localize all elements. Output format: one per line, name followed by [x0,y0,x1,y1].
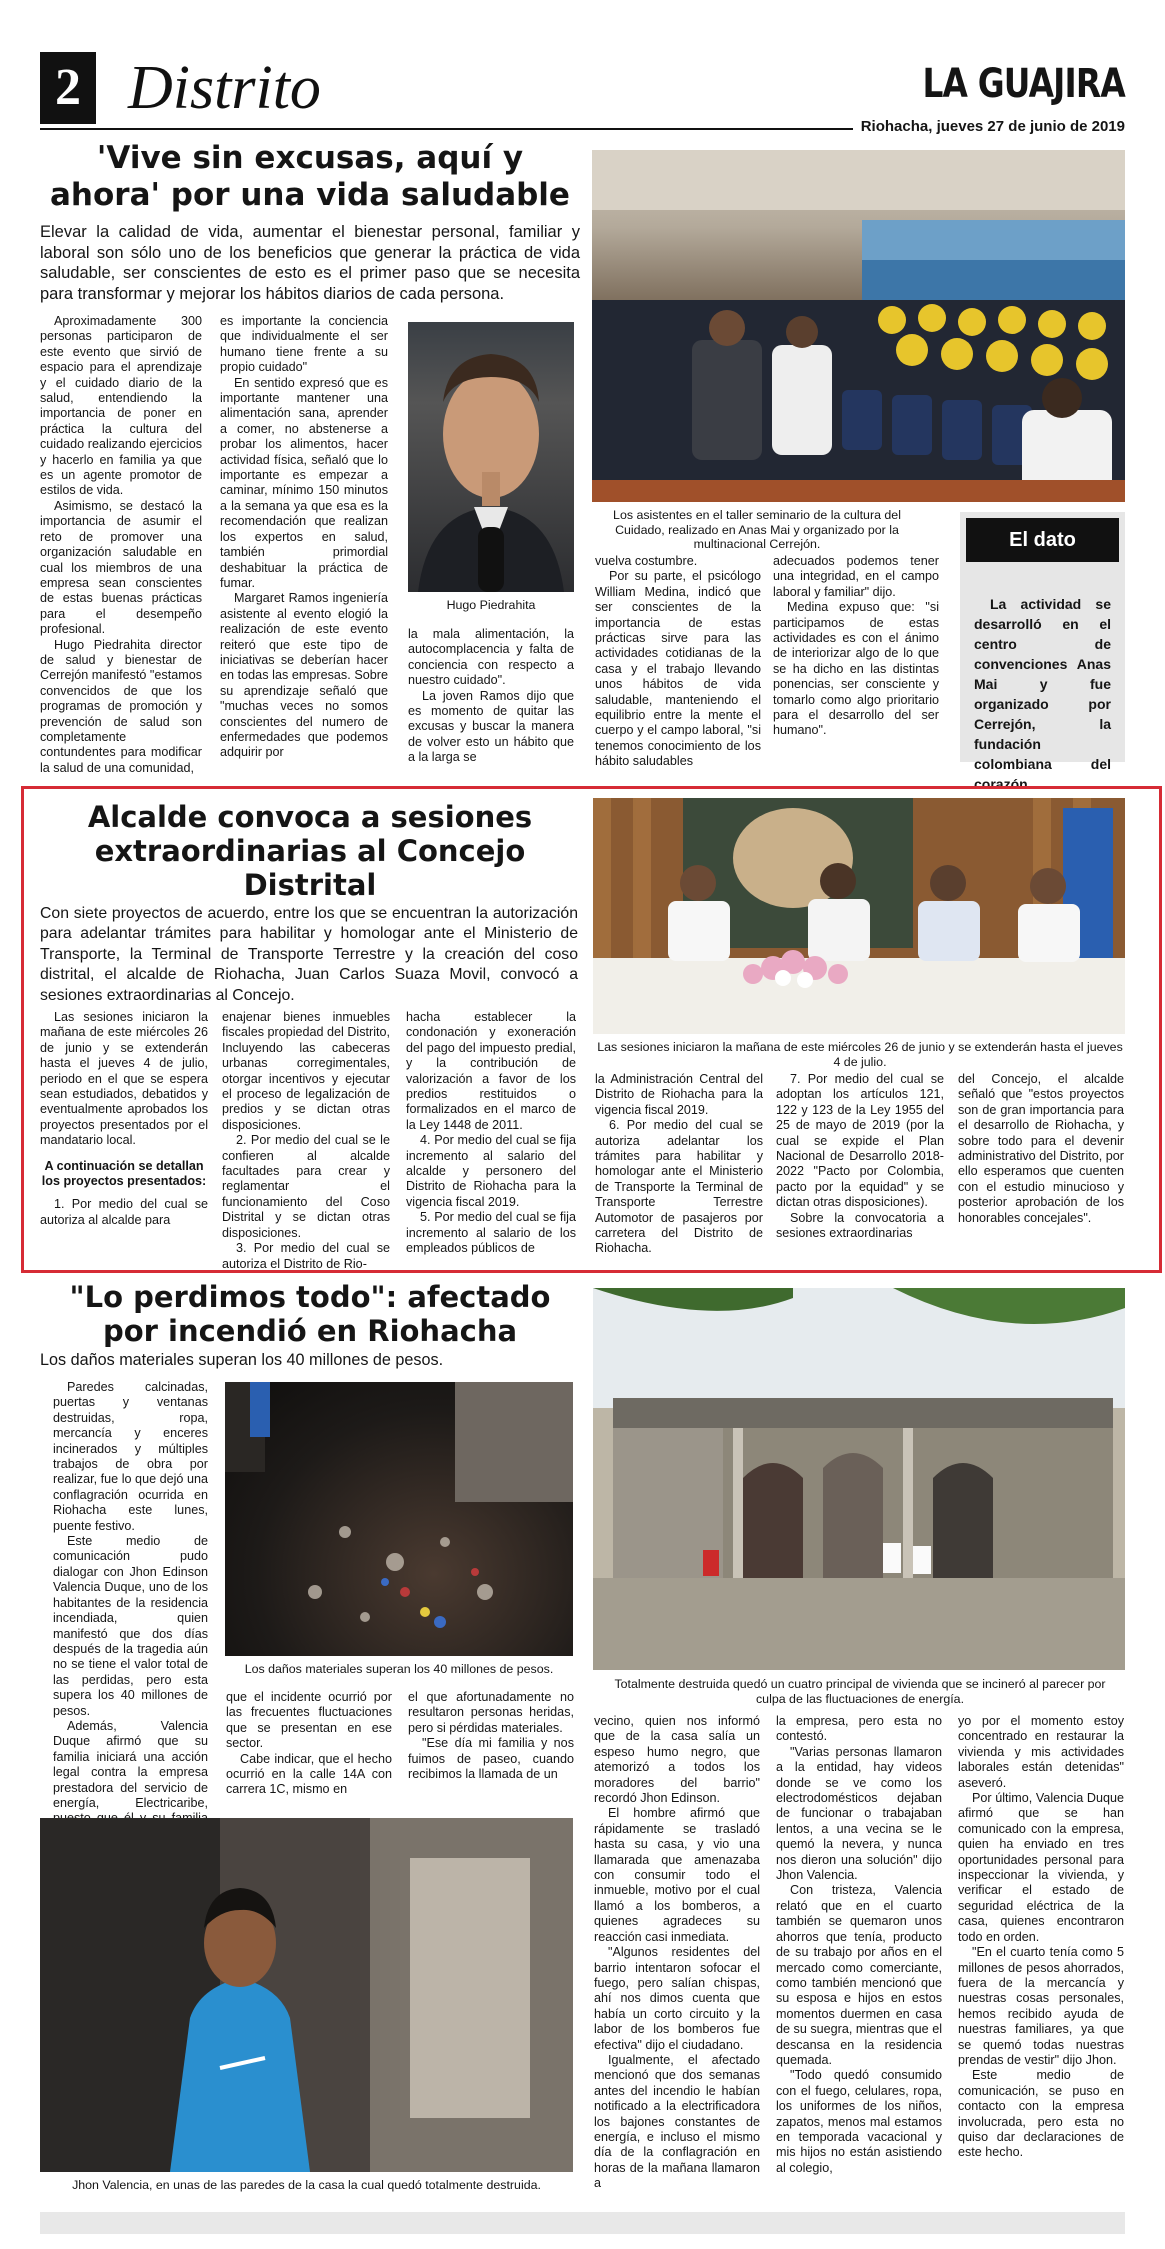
paragraph: 1. Por medio del cual se autoriza al alcalde para [40,1197,208,1227]
story3-col5 [776,1714,942,2192]
story2-lead: Con siete proyectos de acuerdo, entre los que se encuentran la autorización para adelantar trámites para habilitar y homologar ante el Ministerio de Transporte, la Terminal de Transporte Terrestre y la creación del coso distrital, el alcalde de Riohacha, Juan Carlos Suaza Movil, convocó a sesiones extraordinarias al Concejo. [40,905,578,1004]
paragraph: enajenar bienes inmuebles fiscales propiedad del Distrito, Incluyendo las cabeceras urbanas corregimentales, otorgar incentivos y ejecutar el proceso de legalización de predios y se dictan otras disposiciones. [222,1010,390,1132]
paragraph: En sentido expresó que es importante mantener una alimentación sana, aprender a comer, no abstenerse a probar los alimentos, hacer actividad física, señaló que lo importante es empezar a caminar, mínimo 150 minutos a la semana ya que esa es la recomendación que realizan los expertos en salud, también primordial deshabituar la práctica de fumar. [220,375,388,590]
paragraph: Además, Valencia Duque afirmó que su familia iniciará una acción legal contra la empresa prestadora del servicio de energía, Electricaribe, [53,1718,208,1810]
paragraph: el que afortunadamente no resultaron personas heridas, pero si pérdidas materiales. [408,1690,574,1735]
story1-col1 [40,314,202,784]
story3-col1 [53,1380,208,1816]
paragraph: la empresa, pero esta no contestó. [776,1714,942,1744]
paragraph: Este medio de comunicación pudo dialogar con Jhon Edinson Valencia Duque, uno de los habitantes de la residencia incendiada, quien manifestó que dos días después de la tragedia aún no se tiene el valor total de las perdidas, pero esta supera los 40 millones de pesos. [53,1534,208,1718]
paragraph: la Administración Central del Distrito de Riohacha para la vigencia fiscal 2019. [595,1072,763,1117]
el-dato-text: La actividad se desarrolló en el centro de convenciones Anas Mai y fue organizado por Cerrejón, la fundación colombiana del corazón. [974,596,1111,792]
council-photo-caption: Las sesiones iniciaron la mañana de este miércoles 26 de junio y se extenderán hasta el jueves 4 de julio. [597,1040,1123,1069]
paragraph: Paredes calcinadas, puertas y ventanas destruidas, ropa, mercancía y enceres incinerados y múltiples trabajos de obra por realizar, fue lo que dejó una conflagración ocurrida en Riohacha este lunes, puente festivo. [53,1380,208,1533]
paragraph: la mala alimentación, la autocomplacencia y falta de conciencia con respecto a nuestro cuidado". [408,627,574,688]
story1-col5 [773,554,939,784]
council-illustration [593,798,1125,1034]
story3-lead: Los daños materiales superan los 40 millones de pesos. [40,1351,444,1369]
paragraph: Asimismo, se destacó la importancia de asumir el reto de promover una organización saludable en cual los miembros de una empresa sean conscientes de estas buenas prácticas para el desempeño profesional. [40,498,202,637]
footer-band [40,2212,1125,2234]
paragraph: yo por el momento estoy concentrado en restaurar la vivienda y mis actividades laborales están detenidas" aseveró. [958,1714,1124,1790]
paragraph: del Concejo, el alcalde señaló que "estos proyectos son de gran importancia para el desarrollo de Riohacha, y sobre todo para el devenir administrativo del Distrito, por ello esperamos que cuenten con el estudio minucioso y posterior aprobación de los honorables concejales". [958,1072,1124,1225]
story2-col3 [406,1010,576,1265]
paragraph: "Todo quedó consumido con el fuego, celulares, ropa, los uniformes de los niños, zapatos, menos mal estamos en temporada vacacional y mis hijos no están asistiendo al colegio, [776,2068,942,2175]
el-dato-box [960,512,1125,792]
paragraph: Sobre la convocatoria a sesiones extraordinarias [776,1210,944,1241]
story1-col2 [220,314,388,784]
paragraph: 7. Por medio del cual se adoptan los artículos 121, 122 y 123 de la Ley 1955 del 25 de mayo de 2019 (por la cual se expide el Plan Nacional de Desarrollo 2018-2022 "Pacto por Colombia, pacto por la equidad" y se dictan otras disposiciones). [776,1072,944,1210]
jhon-valencia-photo [40,1818,573,2172]
house-photo-caption: Totalmente destruida quedó un cuatro principal de vivienda que se incineró al parecer por culpa de las fluctuaciones de energía. [614,1677,1106,1706]
valencia-illustration [40,1818,573,2172]
paragraph: 6. Por medio del cual se autoriza adelantar los trámites para habilitar y homologar ante el Ministerio de Transporte la Terminal de Transporte Terrestre Automotor de pasajeros por carretera del Distrito de Riohacha. [595,1118,763,1256]
paragraph: Las sesiones iniciaron la mañana de este miércoles 26 de junio y se extenderán hasta el jueves 4 de julio, periodo en el que se espera sean estudiados, debatidos y eventualmente aprobados los proyectos presentados por el mandatario local. [40,1010,208,1148]
paragraph: "En el cuarto tenía como 5 millones de pesos ahorrados, fuera de la mercancía y nuestras cosas personales, hemos recibido ayuda de nuestras familiares, ya que se quemó todas nuestras prendas de vestir" dijo Jhon. [958,1945,1124,2067]
portrait-caption: Hugo Piedrahita [446,598,536,612]
burned-debris-photo [225,1382,573,1656]
seminar-illustration [592,150,1125,502]
paragraph: vecino, quien nos informó que de la casa salía un espeso humo negro, que atemorizó a todos los moradores del barrio" recordó Jhon Edinson. [594,1714,760,1806]
paragraph: Medina expuso que: "si participamos de estas actividades es con el ánimo de interiorizar algo de lo que se ha dicho en las distintas ponencias, ser consciente y tomarlo como algo prioritario para el desarrollo del ser humano". [773,600,939,738]
paragraph: Hugo Piedrahita director de salud y bienestar de Cerrejón manifestó "estamos convencidos de que los programas de promoción y prevención de salud son completamente contundentes para modificar la salud de una comunidad, [40,637,202,775]
paragraph: Cabe indicar, que el hecho ocurrió en la calle 14A con carrera 1C, mismo en [226,1751,392,1797]
dateline: Riohacha, jueves 27 de junio de 2019 [853,118,1125,136]
story2-headline: Alcalde convoca a sesiones extraordinarias al Concejo Distrital [87,800,533,902]
story1-lead: Elevar la calidad de vida, aumentar el bienestar personal, familiar y laboral son sólo uno de los beneficios que generar la práctica de vida saludable, ser conscientes de esto es el primer paso que se necesita para transformar y mejorar los hábitos diarios de cada persona. [40,223,580,303]
paragraph: La joven Ramos dijo que es momento de quitar las excusas y buscar la manera de volver esto un hábito que a la larga se [408,688,574,765]
subhead: A continuación se detallan los proyectos presentados: [41,1158,207,1189]
paragraph: "Ese día mi familia y nos fuimos de paseo, cuando recibimos la llamada de un [408,1736,574,1782]
story2-col2 [222,1010,390,1271]
debris-photo-caption: Los daños materiales superan los 40 millones de pesos. [244,1662,554,1676]
story2-col5 [776,1072,944,1265]
story1-col3 [408,627,574,784]
story2-col6 [958,1072,1124,1265]
paragraph: "Varias personas llamaron a la entidad, hay videos donde se ve como los electrodomésticos dejaban de funcionar o trabajaban lentos, a una vecina se le quemó la nevera, y nunca nos dieron una solución" dijo Jhon Valencia. [776,1744,942,1883]
page-number-box: 2 [40,52,96,124]
paragraph: que el incidente ocurrió por las frecuentes fluctuaciones que se presentan en ese sector. [226,1690,392,1751]
paragraph: Por último, Valencia Duque afirmó que se han comunicado con la empresa, quien ha enviado en tres oportunidades personal para inspeccionar la vivienda, y verificar el estado de seguridad eléctrica de la casa, quienes encontraron todo en orden. [958,1791,1124,1944]
story3-col4 [594,1714,760,2192]
paragraph: 4. Por medio del cual se fija incremento al salario del alcalde y personero del Distrito de Riohacha para la vigencia fiscal 2019. [406,1133,576,1209]
paragraph: Por su parte, el psicólogo William Medina, indicó que ser conscientes de la importancia de estas prácticas sirve para las actividades cotidianas de la casa y el trabajo llevando unos hábitos de vida saludable, manteniendo el equilibrio entre la mente el cuerpo y el campo laboral, "si tenemos conocimiento de los hábito saludables [595,569,761,769]
valencia-photo-caption: Jhon Valencia, en unas de las paredes de la casa la cual quedó totalmente destruida. [72,2178,541,2192]
debris-illustration [225,1382,573,1656]
seminar-photo [592,150,1125,502]
story2-col1 [40,1010,208,1265]
paragraph: 5. Por medio del cual se fija incremento al salario de los empleados públicos de [406,1210,576,1256]
paper-name: LA GUAJIRA [922,61,1125,107]
paragraph: El hombre afirmó que rápidamente se trasladó hasta su casa, y vio una llamarada que amenazaba con consumir todo el inmueble, motivo por el cual llamó a los bomberos, a quienes agradeces su reacción casi inmediata. [594,1806,760,1944]
seminar-photo-caption: Los asistentes en el taller seminario de la cultura del Cuidado, realizado en Anas Mai y organizado por la multinacional Cerrejón. [613,508,901,551]
section-title: Distrito [128,54,321,122]
paragraph: Con tristeza, Valencia relató que en el cuarto también se quemaron unos ahorros que tenía, producto de su trabajo por años en el mercado como comerciante, como también mencionó que su esposa e hijos en estos momentos duermen en casa de su suegra, mientras que el descansa en la residencia quemada. [776,1883,942,2067]
hugo-piedrahita-photo [408,322,574,592]
paragraph: Este medio de comunicación, se puso en contacto con la empresa involucrada, pero esta no quiso dar declaraciones de este hecho. [958,2068,1124,2160]
destroyed-house-photo [593,1288,1125,1670]
paragraph: adecuados podemos tener una integridad, en el campo laboral y familiar" dijo. [773,554,939,599]
paragraph: 3. Por medio del cual se autoriza el Distrito de Rio- [222,1241,390,1271]
council-session-photo [593,798,1125,1034]
story1-col4 [595,554,761,784]
story3-col3 [408,1690,574,1816]
portrait-illustration [408,322,574,592]
story1-headline: 'Vive sin excusas, aquí y ahora' por una vida saludable [50,140,570,213]
paragraph: hacha establecer la condonación y exoneración del pago del impuesto predial, y la contribución de valorización a favor de los predios restituidos o formalizados en el marco de la Ley 1448 de 2011. [406,1010,576,1132]
story3-headline: "Lo perdimos todo": afectado por incendió en Riohacha [69,1280,551,1348]
paragraph: "Algunos residentes del barrio intentaron sofocar el fuego, pero salían chispas, ahí nos dimos cuenta que había un corto circuito y la labor de los bomberos fue efectiva" dijo el ciudadano. [594,1945,760,2052]
paragraph: vuelva costumbre. [595,554,698,568]
paragraph: es importante la conciencia que individualmente el ser humano tiene frente a su propio cuidado" [220,314,388,375]
house-illustration [593,1288,1125,1670]
paragraph: 2. Por medio del cual se le confieren al alcalde facultades para crear y reglamentar el funcionamiento del Coso Distrital y se dictan otras disposiciones. [222,1133,390,1240]
paragraph: Aproximadamente 300 personas participaron de este evento que sirvió de espacio para el aprendizaje y el cuidado diario de la salud, entendiendo la importancia de poner en práctica la cultura del cuidado realizando ejercicios y hacerlo en familia ya que es un agente promotor de estilos de vida. [40,314,202,498]
paragraph: Igualmente, el afectado mencionó que dos semanas antes del incendio le habían notificado a la electrificadora los bajones constantes de energía, e incluso el mismo día de la conflagración en horas de la mañana llamaron a [594,2052,760,2191]
story2-col4 [595,1072,763,1265]
story3-col6 [958,1714,1124,2192]
story3-col2 [226,1690,392,1816]
el-dato-title: El dato [966,518,1119,562]
paragraph: Margaret Ramos ingeniería asistente al evento elogió la realización de este evento reiteró que este tipo de iniciativas se deberían hacer en todas las empresas. Sobre su aprendizaje señaló que "muchas veces no somos conscientes del numero de enfermedades que podemos adquirir por [220,591,388,760]
